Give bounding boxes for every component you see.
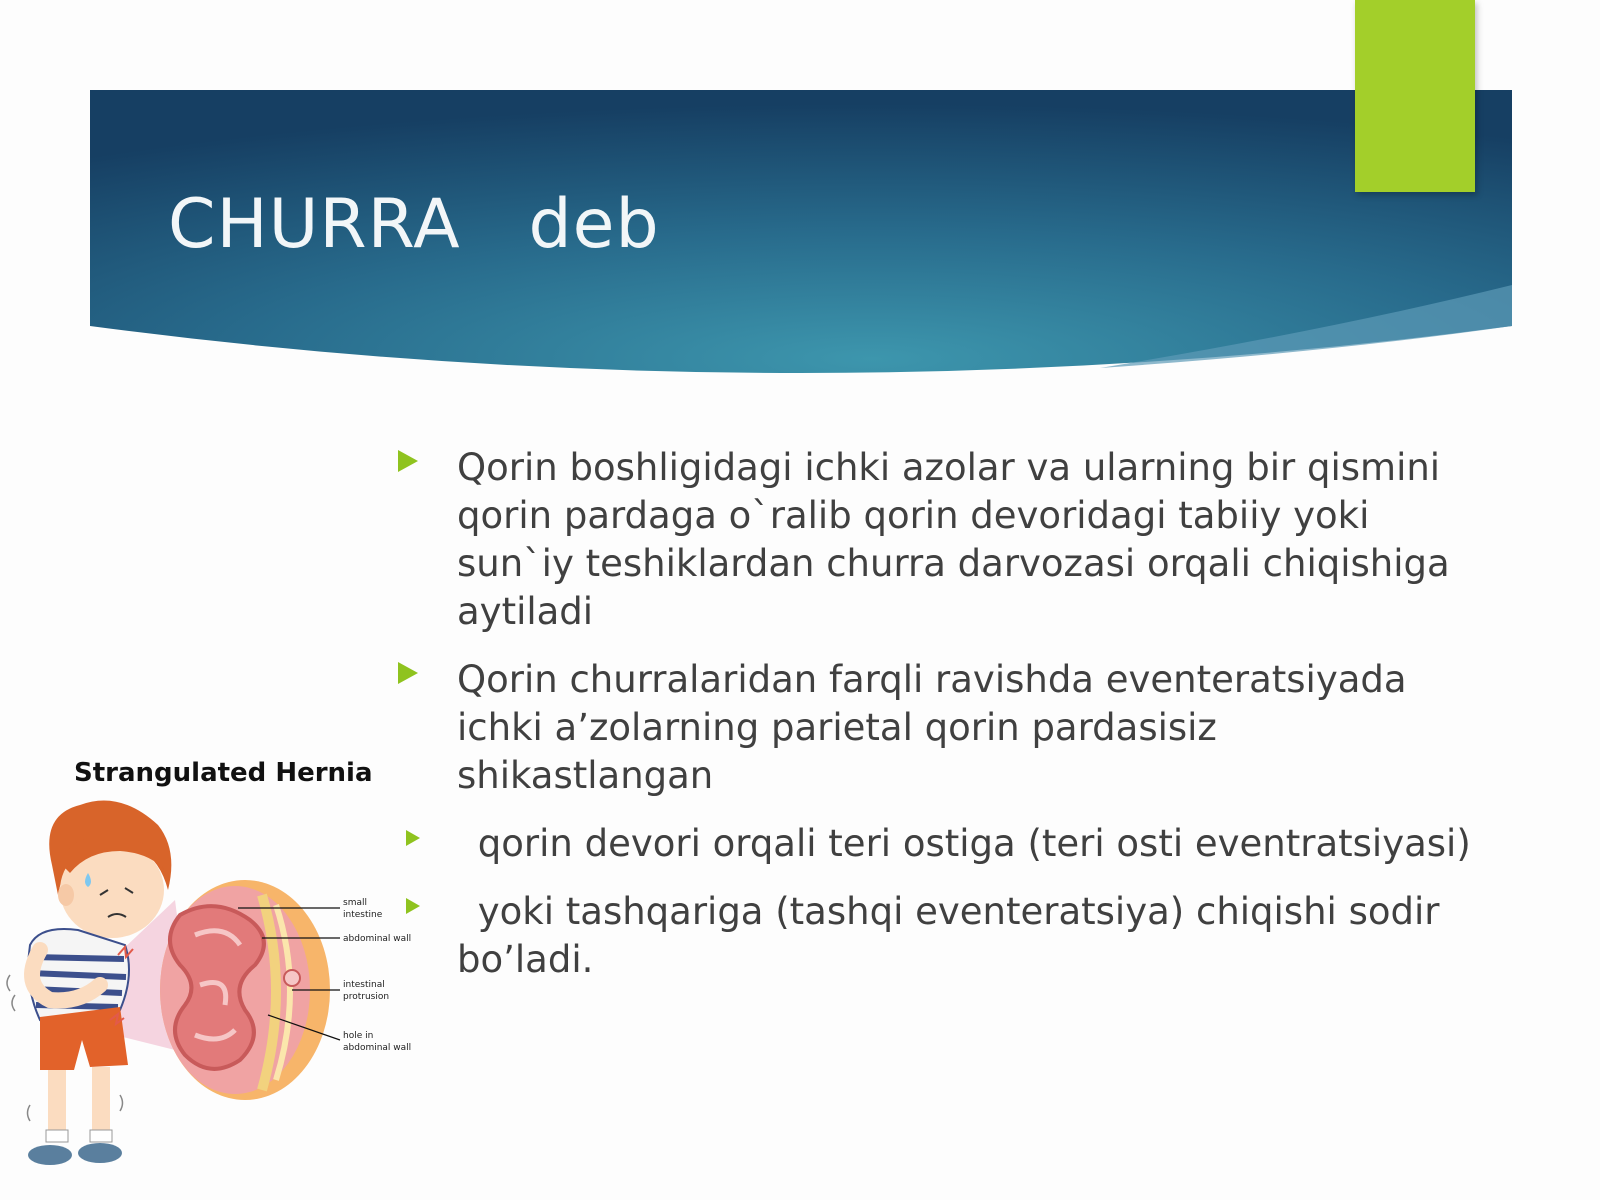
slide-title: CHURRA deb bbox=[168, 185, 660, 264]
bullet-arrow-icon bbox=[398, 450, 418, 472]
bullet-text: Qorin boshligidagi ichki azolar va ularning bir qismini qorin pardaga o`ralib qorin devoridagi tabiiy yoki sun`iy teshiklardan churra darvozasi orqali chiqishiga aytiladi bbox=[457, 446, 1450, 633]
bullet-item bbox=[398, 888, 1478, 984]
bullet-text: qorin devori orqali teri ostiga (teri osti eventratsiyasi) bbox=[466, 822, 1471, 865]
label-hole-in-abdominal-wall: hole in bbox=[343, 1031, 374, 1041]
bullet-item bbox=[398, 820, 1478, 868]
hernia-illustration bbox=[0, 745, 420, 1200]
bullet-list bbox=[398, 444, 1478, 1004]
bullet-text-continuation: bo’ladi. bbox=[457, 938, 594, 981]
label-abdominal-wall: abdominal wall bbox=[343, 934, 412, 944]
label-intestinal-protrusion: protrusion bbox=[343, 992, 390, 1002]
label-intestinal-protrusion: intestinal bbox=[343, 980, 385, 990]
illustration-title: Strangulated Hernia bbox=[74, 758, 373, 788]
bullet-item bbox=[398, 656, 1478, 800]
bullet-arrow-icon bbox=[398, 662, 418, 684]
bullet-item bbox=[398, 444, 1478, 636]
accent-block bbox=[1355, 0, 1475, 192]
label-small-intestine: intestine bbox=[343, 910, 383, 920]
label-hole-in-abdominal-wall: abdominal wall bbox=[343, 1043, 412, 1053]
bullet-text: Qorin churralaridan farqli ravishda eventeratsiyada ichki a’zolarning parietal qorin pardasisiz shikastlangan bbox=[457, 658, 1407, 797]
bullet-text: yoki tashqariga (tashqi eventeratsiya) chiqishi sodir bbox=[466, 890, 1440, 933]
label-small-intestine: small bbox=[343, 898, 367, 908]
